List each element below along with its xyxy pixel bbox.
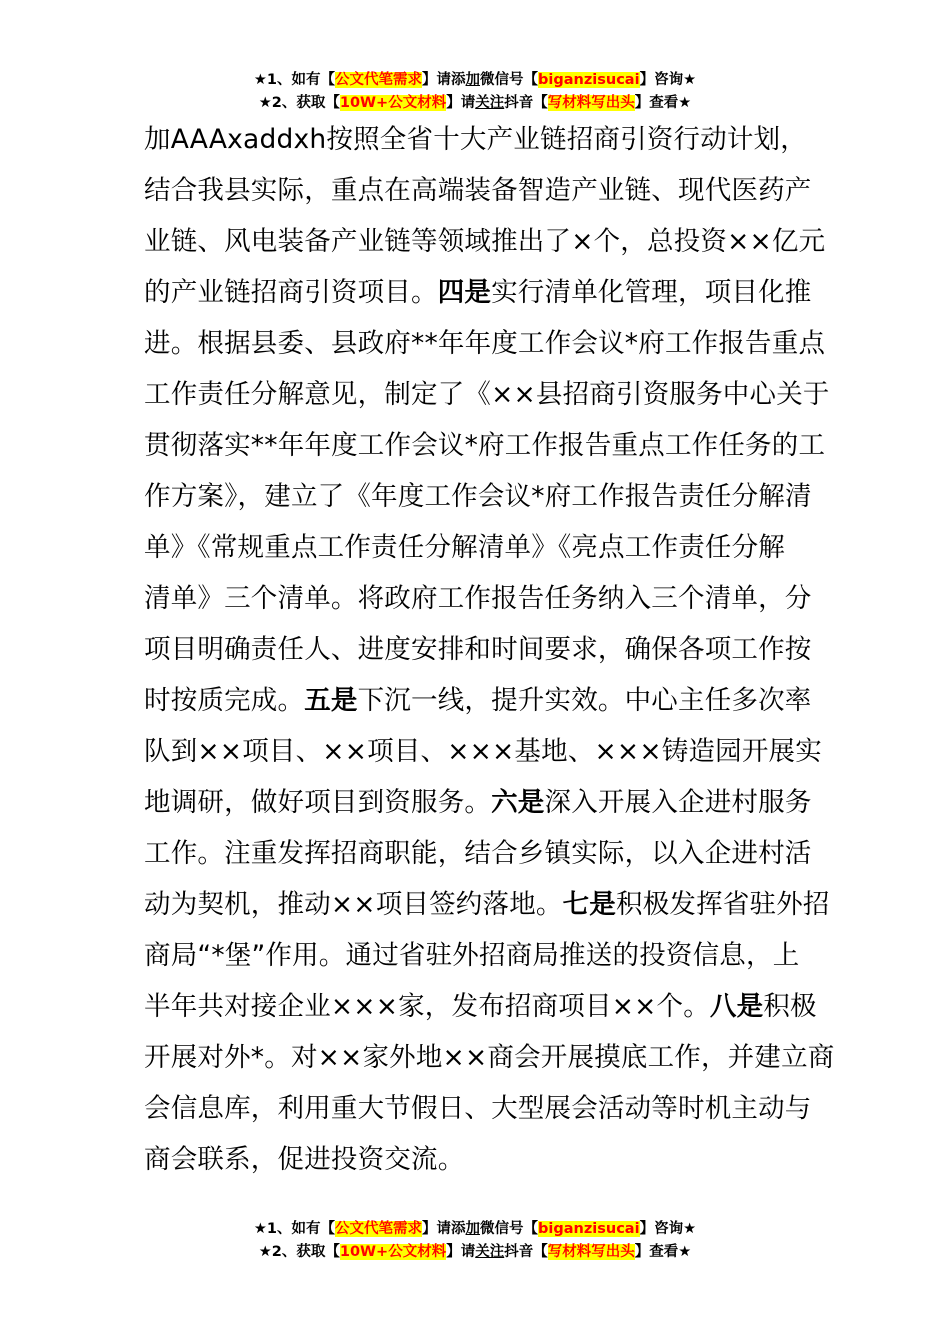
banner-highlight: 写材料写出头 [547, 1244, 635, 1260]
body-line: 结合我县实际，重点在高端装备智造产业链、现代医药产 [144, 175, 812, 206]
banner-highlight: biganzisucai [538, 1221, 640, 1237]
body-line: 项目明确责任人、进度安排和时间要求，确保各项工作按 [144, 634, 812, 665]
banner-text: ★2、获取【 [258, 1244, 340, 1260]
bold-marker: 四是 [437, 277, 492, 308]
body-line: 会信息库，利用重大节假日、大型展会活动等时机主动与 [144, 1093, 812, 1124]
banner-underline: 加 [465, 72, 481, 88]
body-line: 贯彻落实**年年度工作会议*府工作报告重点工作任务的工 [144, 430, 826, 461]
body-line [144, 879, 830, 930]
header-banner [0, 69, 950, 115]
banner-line-2 [0, 92, 950, 115]
banner-underline: 关注 [475, 1244, 505, 1260]
bold-marker: 六是 [491, 787, 545, 818]
banner-text: 】咨询★ [639, 1221, 697, 1237]
banner-line-2 [0, 1241, 950, 1264]
body-line: 商局“*堡”作用。通过省驻外招商局推送的投资信息，上 [144, 940, 800, 971]
banner-text: 】请添 [422, 1221, 466, 1237]
body-line [144, 267, 814, 318]
body-line: 清单》三个清单。将政府工作报告任务纳入三个清单，分 [144, 583, 812, 614]
banner-highlight: biganzisucai [538, 72, 640, 88]
banner-text: 抖音【 [504, 1244, 548, 1260]
footer-banner [0, 1218, 950, 1264]
body-text: 动为契机，推动××项目签约落地。 [144, 889, 563, 920]
banner-line-1 [0, 69, 950, 92]
body-text: 时按质完成。 [144, 685, 305, 716]
body-text: 实行清单化管理，项目化推 [491, 277, 812, 308]
body-line: 商会联系，促进投资交流。 [144, 1144, 465, 1175]
bold-marker: 八是 [709, 991, 764, 1022]
body-text: 下沉一线，提升实效。中心主任多次率 [357, 685, 812, 716]
banner-text: ★1、如有【 [253, 72, 336, 88]
banner-text: 抖音【 [504, 95, 548, 111]
banner-highlight: 公文代笔需求 [335, 72, 423, 88]
body-line: 业链、风电装备产业链等领域推出了×个，总投资××亿元 [144, 226, 826, 257]
body-line: 工作。注重发挥招商职能，结合乡镇实际，以入企进村活 [144, 838, 812, 869]
banner-text: 微信号【 [480, 1221, 539, 1237]
banner-highlight: 10W+公文材料 [339, 95, 447, 111]
bold-marker: 五是 [304, 685, 358, 716]
banner-text: 】查看★ [634, 95, 692, 111]
banner-text: 】咨询★ [639, 72, 697, 88]
body-line [144, 777, 814, 828]
body-line: 工作责任分解意见，制定了《××县招商引资服务中心关于 [144, 379, 830, 410]
banner-text: 】请添 [422, 72, 466, 88]
body-line: 进。根据县委、县政府**年年度工作会议*府工作报告重点 [144, 328, 826, 359]
banner-underline: 加 [465, 1221, 481, 1237]
banner-line-1 [0, 1218, 950, 1241]
body-line [144, 981, 817, 1032]
body-text: 的产业链招商引资项目。 [144, 277, 438, 308]
banner-text: 】请 [446, 1244, 476, 1260]
body-line [144, 675, 814, 726]
banner-highlight: 公文代笔需求 [335, 1221, 423, 1237]
banner-text: 】请 [446, 95, 476, 111]
banner-text: 】查看★ [634, 1244, 692, 1260]
body-line: 开展对外*。对××家外地××商会开展摸底工作，并建立商 [144, 1042, 835, 1073]
banner-text: 微信号【 [480, 72, 539, 88]
banner-highlight: 写材料写出头 [547, 95, 635, 111]
body-line: 作方案》，建立了《年度工作会议*府工作报告责任分解清 [144, 481, 812, 512]
body-text: 积极发挥省驻外招 [616, 889, 830, 920]
body-text: 半年共对接企业×××家，发布招商项目××个。 [144, 991, 710, 1022]
bold-marker: 七是 [562, 889, 617, 920]
banner-text: ★1、如有【 [253, 1221, 336, 1237]
document-body [144, 114, 835, 1185]
body-line: 队到××项目、××项目、×××基地、×××铸造园开展实 [144, 736, 822, 767]
body-text: 地调研，做好项目到资服务。 [144, 787, 492, 818]
banner-underline: 关注 [475, 95, 505, 111]
body-line: 加AAAxaddxh按照全省十大产业链招商引资行动计划， [144, 124, 808, 155]
body-text: 积极 [763, 991, 817, 1022]
body-text: 深入开展入企进村服务 [544, 787, 812, 818]
body-line: 单》《常规重点工作责任分解清单》《亮点工作责任分解 [144, 532, 785, 563]
banner-highlight: 10W+公文材料 [339, 1244, 447, 1260]
banner-text: ★2、获取【 [258, 95, 340, 111]
